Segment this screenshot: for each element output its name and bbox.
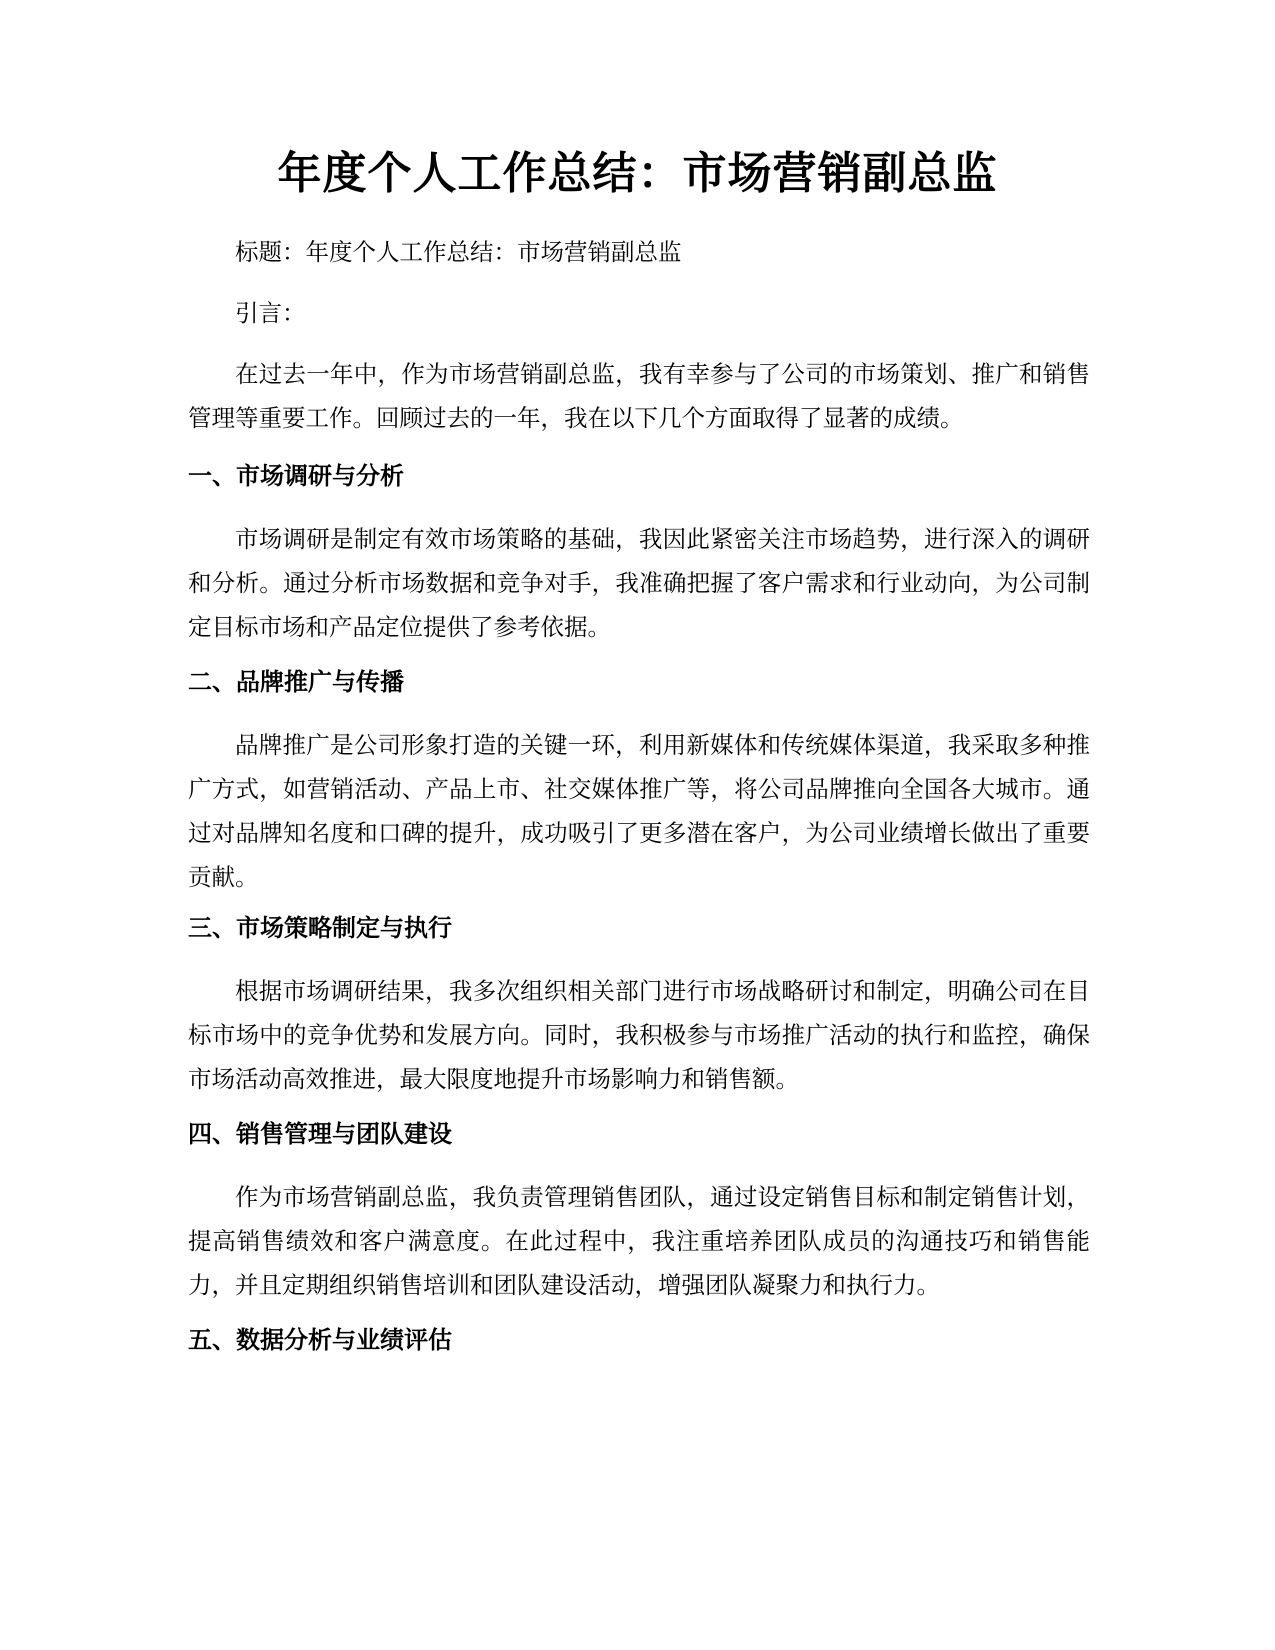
section-heading-3: 三、市场策略制定与执行 xyxy=(188,914,452,942)
section-heading-1: 一、市场调研与分析 xyxy=(188,462,404,490)
section-heading-4: 四、销售管理与团队建设 xyxy=(188,1120,452,1148)
section-body-2: 品牌推广是公司形象打造的关键一环，利用新媒体和传统媒体渠道，我采取多种推广方式，如营销活动、产品上市、社交媒体推广等，将公司品牌推向全国各大城市。通过对品牌知名度和口碑的提升，成功吸引了更多潜在客户，为公司业绩增长做出了重要贡献。 xyxy=(188,731,1090,891)
section-heading-2: 二、品牌推广与传播 xyxy=(188,668,404,696)
section-heading-5: 五、数据分析与业绩评估 xyxy=(188,1326,452,1354)
section-body-4: 作为市场营销副总监，我负责管理销售团队，通过设定销售目标和制定销售计划，提高销售绩效和客户满意度。在此过程中，我注重培养团队成员的沟通技巧和销售能力，并且定期组织销售培训和团队建设活动，增强团队凝聚力和执行力。 xyxy=(188,1183,1090,1299)
document-title: 年度个人工作总结：市场营销副总监 xyxy=(277,148,998,199)
section-body-1: 市场调研是制定有效市场策略的基础，我因此紧密关注市场趋势，进行深入的调研和分析。通过分析市场数据和竞争对手，我准确把握了客户需求和行业动向，为公司制定目标市场和产品定位提供了参考依据。 xyxy=(188,525,1090,641)
section-body-3: 根据市场调研结果，我多次组织相关部门进行市场战略研讨和制定，明确公司在目标市场中的竞争优势和发展方向。同时，我积极参与市场推广活动的执行和监控，确保市场活动高效推进，最大限度地提升市场影响力和销售额。 xyxy=(188,977,1090,1093)
intro-label: 引言： xyxy=(235,299,306,327)
subtitle-line: 标题：年度个人工作总结：市场营销副总监 xyxy=(235,238,682,266)
intro-paragraph: 在过去一年中，作为市场营销副总监，我有幸参与了公司的市场策划、推广和销售管理等重要工作。回顾过去的一年，我在以下几个方面取得了显著的成绩。 xyxy=(188,360,1090,432)
